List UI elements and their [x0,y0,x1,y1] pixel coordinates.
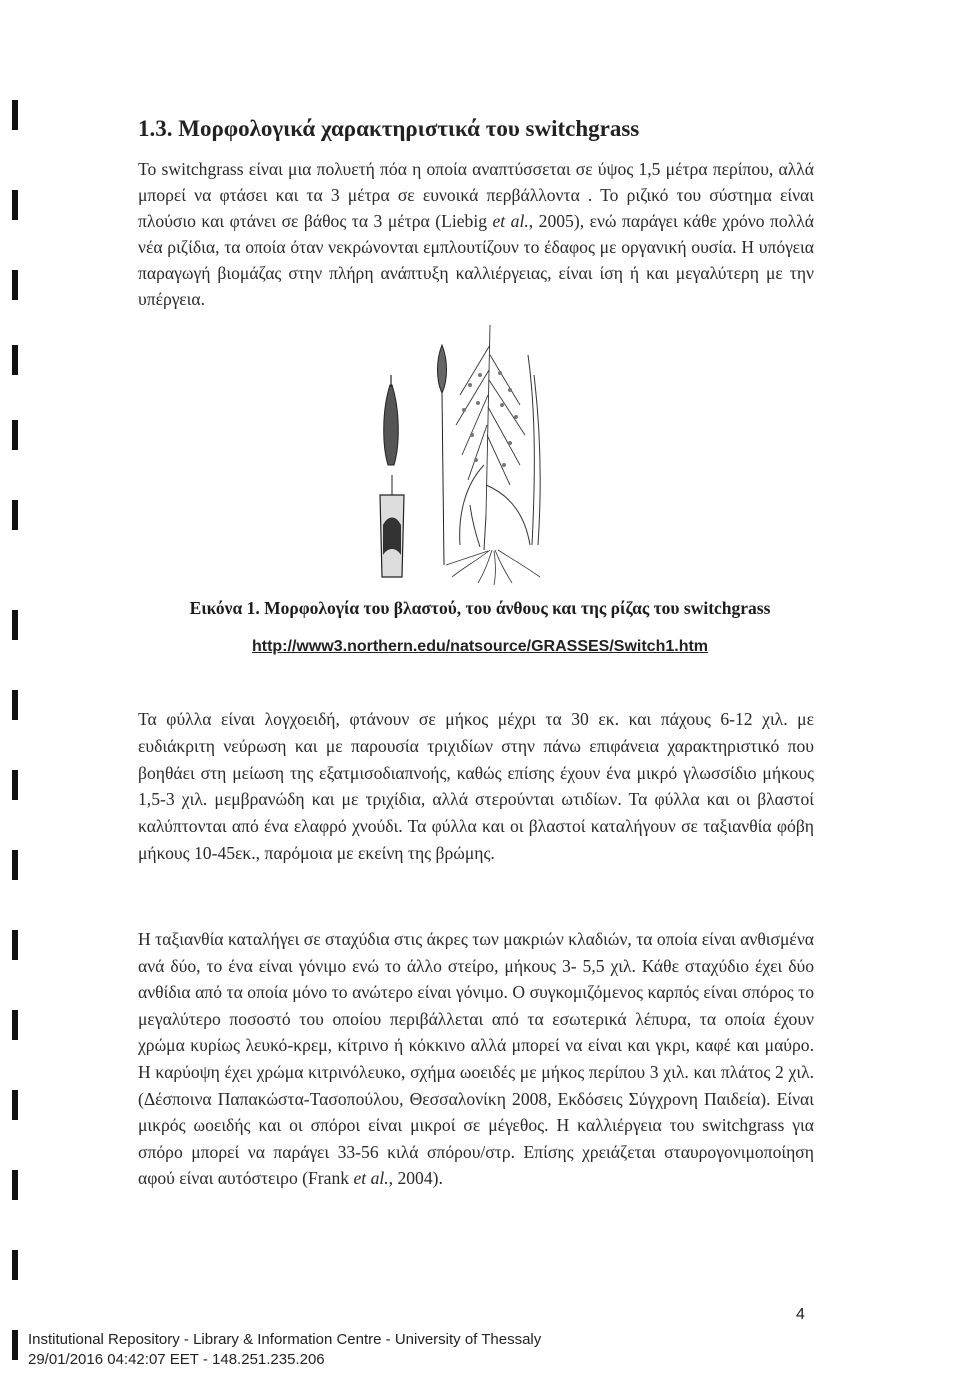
figure-source-link[interactable]: http://www3.northern.edu/natsource/GRASSES/Switch1.htm [251,638,709,655]
footer-line-timestamp: 29/01/2016 04:42:07 EET - 148.251.235.206 [28,1351,325,1368]
paragraph-intro [138,156,814,312]
repository-footer [28,1330,541,1370]
figure-caption [0,598,960,619]
paragraph-inflorescence [138,926,814,1192]
paragraph-intro-part1: Το switchgrass είναι μια πολυετή πόα η οποία αναπτύσσεται σε ύψος 1,5 μέτρα περίπου, αλλά μπορεί να φτάσει και τα 3 μέτρα σε ευνοικά περβάλλοντα . Το ριζικό του σύστημα είναι πλούσιο και φτάνει σε βάθος τα 3 μέτρα (Liebig [138,159,814,231]
paragraph-intro-part2: , 2005), ενώ παράγει κάθε χρόνο πολλά νέα ριζίδια, τα οποία όταν νεκρώνονται εμπλουτίζουν το έδαφος με οργανική ουσία. Η υπόγεια παραγωγή βιομάζας στην πλήρη ανάπτυξη καλλιέργειας, είναι ίση ή και μεγαλύτερη με την υπέργεια. [138,211,814,309]
paragraph-leaves: Τα φύλλα είναι λογχοειδή, φτάνουν σε μήκος μέχρι τα 30 εκ. και πάχους 6-12 χιλ. με ευδιάκριτη νεύρωση και με παρουσία τριχιδίων στην πάνω επιφάνεια χαρακτηριστικό που βοηθάει στη μείωση της εξατμισοδιαπνοής, καθώς επίσης έχουν ένα μικρό γλωσσίδιο μήκους 1,5-3 χιλ. μεμβρανώδη και με τριχίδια, αλλά στερούνται ωτιδίων. Τα φύλλα και οι βλαστοί καλύπτονται από ένα ελαφρό χνούδι. Τα φύλλα και οι βλαστοί καταλήγουν σε ταξιανθία φόβη μήκους 10-45εκ., παρόμοια με εκείνη της βρώμης. [138,709,814,863]
section-heading: 1.3. Μορφολογικά χαρακτηριστικά του switchgrass [138,116,640,141]
binding-marks [0,0,30,1379]
footer-line-institution: Institutional Repository - Library & Information Centre - University of Thessaly [28,1331,542,1348]
page-number: 4 [796,1306,805,1323]
plant-illustration [360,315,600,585]
paragraph-inflorescence-part1: Η ταξιανθία καταλήγει σε σταχύδια στις άκρες των μακριών κλαδιών, τα οποία είναι ανθισμένα ανά δύο, το ένα είναι γόνιμο ενώ το άλλο στείρο, μήκους 3- 5,5 χιλ. Κάθε σταχύδιο έχει δύο ανθίδια από τα οποία μόνο το ανώτερο είναι γόνιμο. Ο συγκομιζόμενος καρπός είναι σπόρος το μεγαλύτερο ποσοστό του οποίου περιβάλλεται από τα εσωτερικά λέπυρα, τα οποία έχουν χρώμα κυρίως λευκό-κρεμ, κίτρινο ή κόκκινο αλλά μπορεί να είναι και γκρι, καφέ και μαύρο. Η καρύοψη έχει χρώμα κιτρινόλευκο, σχήμα ωοειδές με μήκος περίπου 3 χιλ. και πλάτος 2 χιλ. (Δέσποινα Παπακώστα-Τασοπούλου, Θεσσαλονίκη 2008, Εκδόσεις Σύγχρονη Παιδεία). Είναι μικρός ωοειδής και οι σπόροι είναι μικροί σε μέγεθος. Η καλλιέργεια του switchgrass για σπόρο μπορεί να παράγει 33-56 κιλά σπόρου/στρ. Επίσης χρειάζεται σταυρογονιμοποίηση αφού είναι αυτόστειρο (Frank [138,929,814,1189]
paragraph-inflorescence-etal: et al. [353,1168,389,1189]
figure-caption-text: Μορφολογία του βλαστού, του άνθους και της ρίζας του switchgrass [264,598,771,618]
paragraph-intro-etal: et al. [492,211,529,231]
paragraph-inflorescence-part2: , 2004). [388,1168,443,1189]
figure-caption-label: Εικόνα 1. [189,598,260,618]
